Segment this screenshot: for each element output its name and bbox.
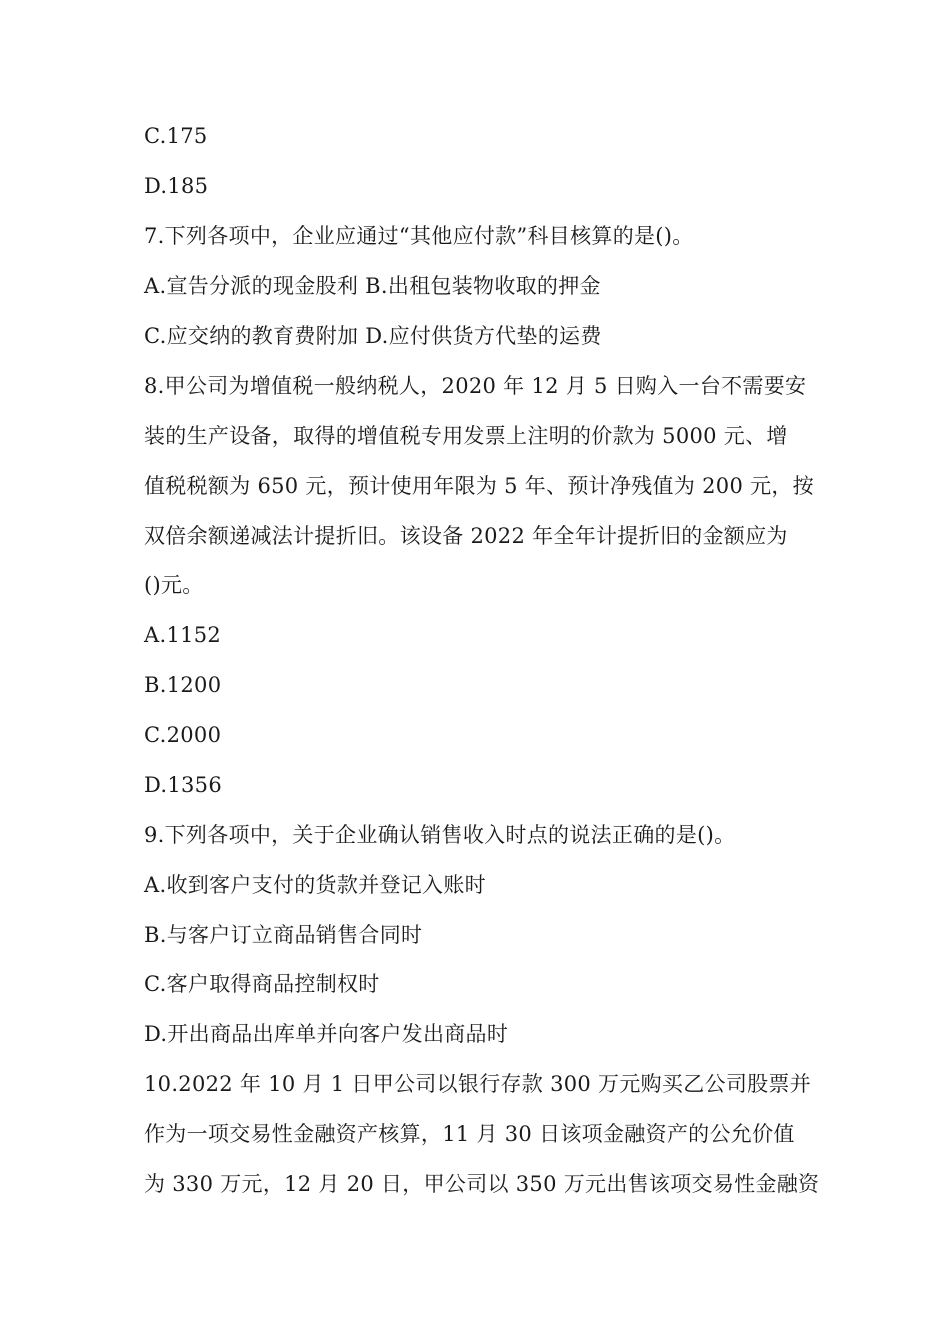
options-cd-q7: C.应交纳的教育费附加 D.应付供货方代垫的运费: [144, 324, 602, 348]
option-c-q9: C.客户取得商品控制权时: [144, 972, 380, 996]
option-a-q9: A.收到客户支付的货款并登记入账时: [144, 873, 486, 897]
option-c-q8: C.2000: [144, 723, 222, 747]
option-d-q6: D.185: [144, 174, 209, 198]
question-10-line-3: 为 330 万元，12 月 20 日，甲公司以 350 万元出售该项交易性金融资: [144, 1172, 820, 1196]
option-b-q9: B.与客户订立商品销售合同时: [144, 923, 423, 947]
question-8-line-3: 值税税额为 650 元，预计使用年限为 5 年、预计净残值为 200 元，按: [144, 474, 814, 498]
question-8-line-5: ()元。: [144, 573, 204, 597]
option-d-q9: D.开出商品出库单并向客户发出商品时: [144, 1022, 509, 1046]
question-8-line-1: 8.甲公司为增值税一般纳税人，2020 年 12 月 5 日购入一台不需要安: [144, 374, 807, 398]
option-d-q8: D.1356: [144, 773, 223, 797]
question-8-line-4: 双倍余额递减法计提折旧。该设备 2022 年全年计提折旧的金额应为: [144, 524, 788, 548]
option-b-q8: B.1200: [144, 673, 222, 697]
question-9: 9.下列各项中，关于企业确认销售收入时点的说法正确的是()。: [144, 823, 736, 847]
question-7: 7.下列各项中，企业应通过“其他应付款”科目核算的是()。: [144, 224, 694, 248]
options-ab-q7: A.宣告分派的现金股利 B.出租包装物收取的押金: [144, 274, 601, 298]
question-10-line-2: 作为一项交易性金融资产核算，11 月 30 日该项金融资产的公允价值: [144, 1122, 795, 1146]
option-c-q6: C.175: [144, 124, 208, 148]
option-a-q8: A.1152: [144, 623, 222, 647]
question-8-line-2: 装的生产设备，取得的增值税专用发票上注明的价款为 5000 元、增: [144, 424, 788, 448]
question-10-line-1: 10.2022 年 10 月 1 日甲公司以银行存款 300 万元购买乙公司股票并: [144, 1072, 812, 1096]
